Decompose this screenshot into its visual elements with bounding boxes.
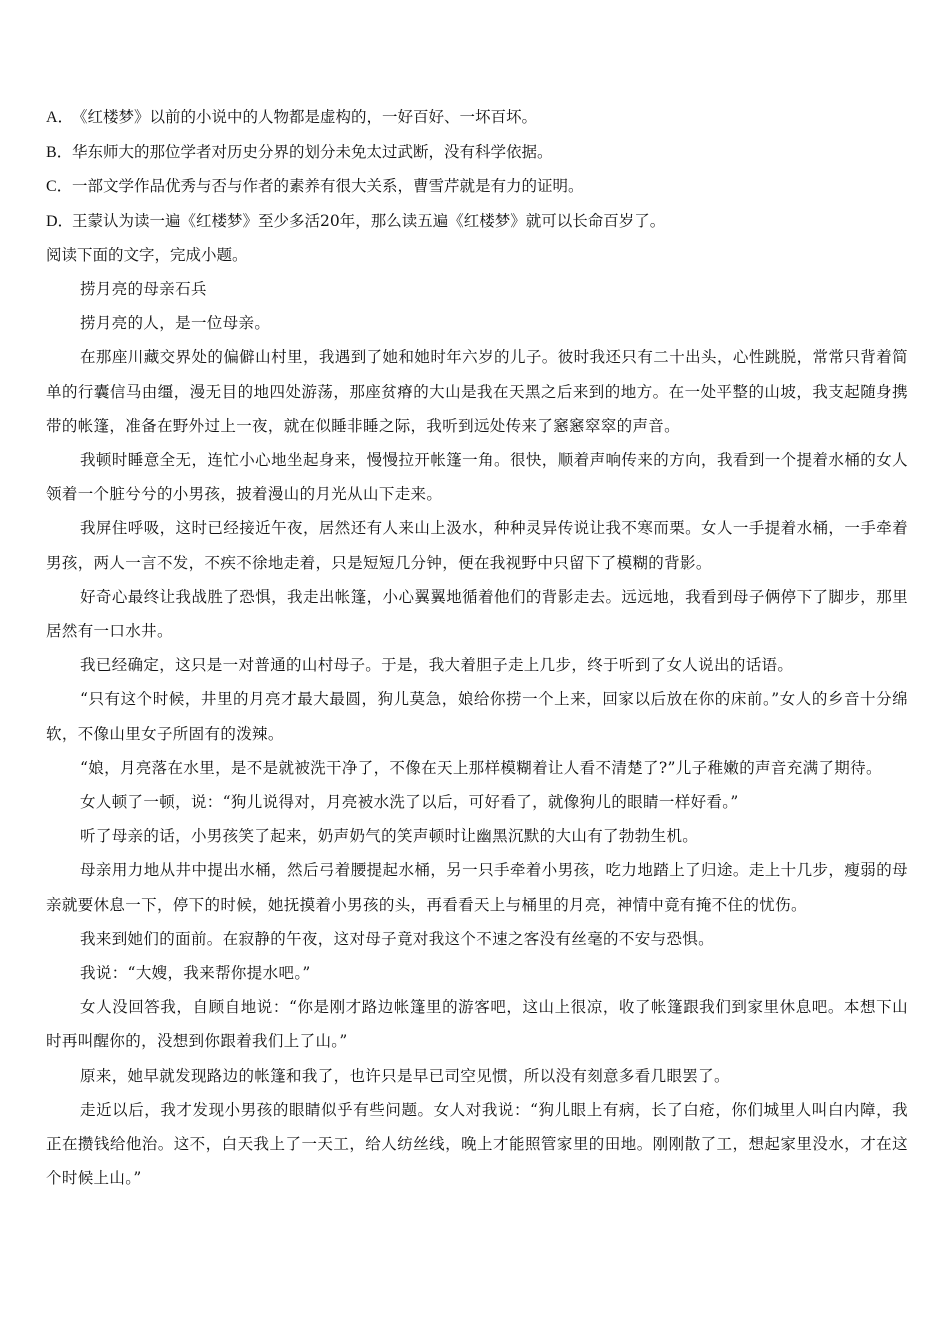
option-text: 华东师大的那位学者对历史分界的划分未免太过武断，没有科学依据。: [72, 142, 553, 161]
paragraph: 在那座川藏交界处的偏僻山村里，我遇到了她和她时年六岁的儿子。彼时我还只有二十出头，心性跳脱，常常只背着简单的行囊信马由缰，漫无目的地四处游荡，那座贫瘠的大山是我在天黑之后来到的地方。在一处平整的山坡，我支起随身携带的帐篷，准备在野外过上一夜，就在似睡非睡之际，我听到远处传来了窸窸窣窣的声音。: [46, 348, 908, 435]
paragraph: “只有这个时候，井里的月亮才最大最圆，狗儿莫急，娘给你捞一个上来，回家以后放在你的床前。”女人的乡音十分绵软，不像山里女子所固有的泼辣。: [46, 690, 908, 743]
option-d: [46, 204, 908, 239]
option-text: 《红楼梦》以前的小说中的人物都是虚构的，一好百好、一坏百坏。: [72, 108, 538, 126]
option-a: [46, 100, 908, 135]
document-page: [46, 100, 908, 1195]
paragraph: 母亲用力地从井中提出水桶，然后弓着腰提起水桶，另一只手牵着小男孩，吃力地踏上了归途。走上十几步，瘦弱的母亲就要休息一下，停下的时候，她抚摸着小男孩的头，再看看天上与桶里的月亮，神情中竟有掩不住的忧伤。: [46, 861, 908, 914]
paragraph: 捞月亮的人，是一位母亲。: [80, 314, 271, 333]
paragraph: 好奇心最终让我战胜了恐惧，我走出帐篷，小心翼翼地循着他们的背影走去。远远地，我看到母子俩停下了脚步，那里居然有一口水井。: [46, 587, 908, 641]
story-title: 捞月亮的母亲石兵: [80, 280, 207, 298]
paragraph: 原来，她早就发现路边的帐篷和我了，也许只是早已司空见惯，所以没有刻意多看几眼罢了。: [80, 1066, 730, 1085]
reading-instruction: 阅读下面的文字，完成小题。: [46, 246, 248, 264]
paragraph: 女人没回答我，自顾自地说：“你是刚才路边帐篷里的游客吧，这山上很凉，收了帐篷跟我们到家里休息吧。本想下山时再叫醒你的，没想到你跟着我们上了山。”: [46, 998, 908, 1051]
paragraph: 走近以后，我才发现小男孩的眼睛似乎有些问题。女人对我说：“狗儿眼上有病，长了白疮，你们城里人叫白内障，我正在攒钱给他治。这不，白天我上了一天工，给人纺丝线，晚上才能照管家里的田地。刚刚散了工，想起家里没水，才在这个时候上山。”: [46, 1100, 908, 1188]
option-label: C．: [46, 178, 73, 195]
paragraph: “娘，月亮落在水里，是不是就被洗干净了，不像在天上那样模糊着让人看不清楚了?”儿子稚嫩的声音充满了期待。: [80, 758, 882, 777]
paragraph: 我说：“大嫂，我来帮你提水吧。”: [80, 964, 311, 983]
option-label: A．: [46, 109, 74, 126]
paragraph: 我屏住呼吸，这时已经接近午夜，居然还有人来山上汲水，种种灵异传说让我不寒而栗。女人一手提着水桶，一手牵着男孩，两人一言不发，不疾不徐地走着，只是短短几分钟，便在我视野中只留下了模糊的背影。: [46, 519, 908, 572]
paragraph: 女人顿了一顿，说：“狗儿说得对，月亮被水洗了以后，可好看了，就像狗儿的眼睛一样好看。”: [80, 793, 739, 812]
option-c: [46, 169, 908, 204]
option-text: 王蒙认为读一遍《红楼梦》至少多活20年，那么读五遍《红楼梦》就可以长命百岁了。: [72, 211, 666, 230]
option-text: 一部文学作品优秀与否与作者的素养有很大关系，曹雪芹就是有力的证明。: [72, 177, 584, 195]
paragraph: 听了母亲的话，小男孩笑了起来，奶声奶气的笑声顿时让幽黑沉默的大山有了勃勃生机。: [80, 827, 699, 846]
answer-options: [46, 100, 908, 238]
paragraph: 我已经确定，这只是一对普通的山村母子。于是，我大着胆子走上几步，终于听到了女人说出的话语。: [80, 656, 794, 675]
story-passage: [46, 272, 908, 1195]
option-label: D．: [46, 212, 74, 230]
paragraph: 我顿时睡意全无，连忙小心地坐起身来，慢慢拉开帐篷一角。很快，顺着声响传来的方向，我看到一个提着水桶的女人领着一个脏兮兮的小男孩，披着漫山的月光从山下走来。: [46, 451, 908, 504]
option-label: B．: [46, 143, 73, 161]
option-b: [46, 135, 908, 170]
paragraph: 我来到她们的面前。在寂静的午夜，这对母子竟对我这个不速之客没有丝毫的不安与恐惧。: [80, 929, 715, 948]
